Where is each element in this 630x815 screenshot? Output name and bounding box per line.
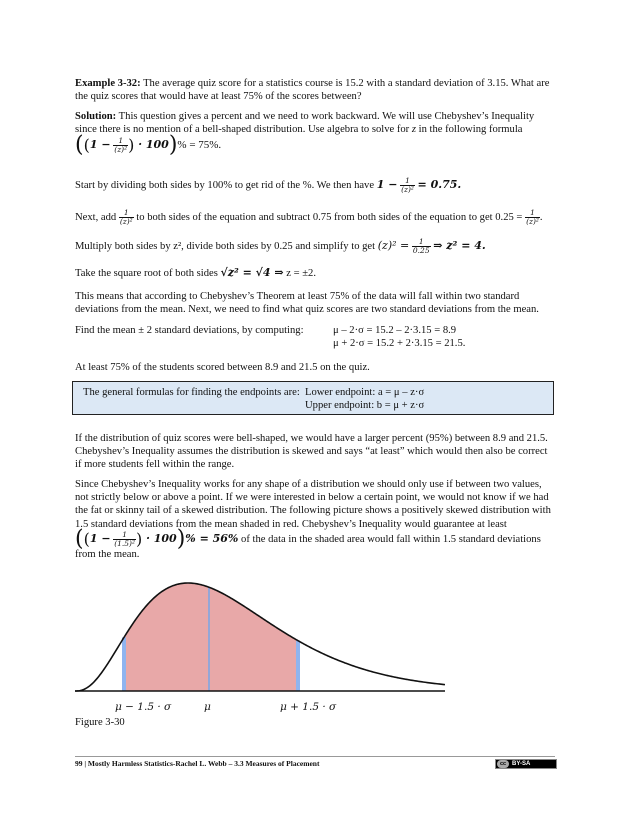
step-sqrt-result: √z² = √4 ⇒ bbox=[220, 266, 284, 279]
solution-text-after: in the following formula bbox=[415, 124, 523, 136]
example-label: Example 3-32: bbox=[75, 78, 141, 89]
label-upper-bound: μ + 1.5 · σ bbox=[280, 701, 337, 713]
lower-endpoint-formula: Lower endpoint: a = μ – z·σ bbox=[305, 387, 425, 398]
upper-bound-marker bbox=[296, 641, 300, 691]
label-lower-bound: μ − 1.5 · σ bbox=[115, 701, 172, 713]
step-add-text1: Next, add bbox=[75, 211, 119, 223]
skewed-distribution-figure bbox=[75, 575, 445, 700]
compute-label: Find the mean ± 2 standard deviations, by computing: bbox=[75, 325, 304, 336]
endpoint-formula-box bbox=[72, 381, 554, 415]
label-mean: μ bbox=[204, 701, 211, 713]
meaning-paragraph: This means that according to Chebyshev’s Theorem at least 75% of the data will fall within two standard deviations from the mean. Next, we need to find what quiz scores are two standard deviations from the mean. bbox=[75, 291, 539, 316]
cc-logo-icon: cc bbox=[497, 760, 509, 768]
step-multiply-text: Multiply both sides by z², divide both sides by 0.25 and simplify to get bbox=[75, 240, 378, 252]
step-add-paragraph: Next, add $\frac{1}{\text{(z)²}}$ to both sides of the equation and subtract 0.75 from both sides of the equation to get 0.25 = $\frac{1}{\text{(z)²}}$ . bbox=[75, 208, 543, 226]
example-paragraph bbox=[75, 77, 555, 103]
skewed-distribution-plot bbox=[75, 575, 445, 695]
step-divide-result: = 0.75. bbox=[417, 177, 462, 191]
solution-formula: ((1 − $\frac{1}{\text{(z)²}}$ ) · 100)% = 75%. bbox=[75, 132, 222, 158]
skew-formula-line: ((1 − $\frac{1}{\text{(1.5)²}}$ ) · 100)% = 56% of the data in the shaded area would fall within 1.5 standard deviations from the mean. bbox=[75, 526, 541, 560]
skew-paragraph: Since Chebyshev’s Inequality works for any shape of a distribution we should only use if between two values, not strictly below or above a point. If we were interested in below a certain point, we would not know if we had the fat or skinny tail of a skewed distribution. The following picture shows a positively skewed distribution with 1.5 standard deviations from the mean shaded in red. Chebyshev’s Inequality would guarantee at least bbox=[75, 479, 551, 530]
compute-line1: μ – 2·σ = 15.2 – 2·3.15 = 8.9 bbox=[333, 325, 457, 336]
figure-caption: Figure 3-30 bbox=[75, 717, 125, 728]
upper-endpoint-formula: Upper endpoint: b = μ + z·σ bbox=[305, 399, 425, 411]
footer-text: 99 | Mostly Harmless Statistics-Rachel L. Webb – 3.3 Measures of Placement bbox=[75, 759, 320, 768]
lower-bound-marker bbox=[122, 637, 126, 691]
solution-var: z bbox=[411, 124, 416, 136]
solution-formula-tail: % = 75%. bbox=[177, 139, 222, 152]
step-sqrt-tail: z = ±2. bbox=[283, 268, 316, 279]
cc-license-badge[interactable] bbox=[495, 759, 557, 769]
solution-paragraph bbox=[75, 110, 555, 136]
step-add-text2: to both sides of the equation and subtract 0.75 from both sides of the equation to get 0.25 = bbox=[133, 211, 526, 223]
solution-label: Solution: bbox=[75, 111, 117, 122]
step-divide-text: Start by dividing both sides by 100% to get rid of the %. We then have bbox=[75, 179, 377, 191]
conclusion-paragraph: At least 75% of the students scored between 8.9 and 21.5 on the quiz. bbox=[75, 362, 370, 373]
step-divide-paragraph: Start by dividing both sides by 100% to get rid of the %. We then have 1 − $\frac{1}{\text{(z)²}}$ = 0.75. bbox=[75, 176, 462, 194]
license-label: BY-SA bbox=[512, 761, 531, 767]
skew-formula-tail: % = 56% bbox=[185, 531, 239, 545]
shaded-region bbox=[124, 583, 298, 691]
endpoint-formula-label: The general formulas for finding the endpoints are: bbox=[83, 387, 300, 398]
skew-formula-text: of the data in the shaded area would fall within 1.5 standard deviations from the mean. bbox=[75, 533, 541, 560]
page-footer bbox=[75, 756, 555, 768]
solution-text: This question gives a percent and we need to work backward. We will use Chebyshev’s Inequality since there is no mention of a bell-shaped distribution. Use algebra to solve for bbox=[75, 111, 535, 136]
step-sqrt-paragraph bbox=[75, 266, 555, 280]
step-sqrt-text: Take the square root of both sides bbox=[75, 268, 221, 279]
step-multiply-result: ⇒ z² = 4. bbox=[433, 238, 486, 252]
compute-line2: μ + 2·σ = 15.2 + 2·3.15 = 21.5. bbox=[333, 338, 466, 349]
bell-shaped-paragraph: If the distribution of quiz scores were bell-shaped, we would have a larger percent (95%) between 8.9 and 21.5. Chebyshev’s Inequality assumes the distribution is skewed and says “at least” which would then also be correct if more students fell within the range. bbox=[75, 433, 548, 471]
example-text: The average quiz score for a statistics course is 15.2 with a standard deviation of 3.15. What are the quiz scores that would have at least 75% of the scores between? bbox=[75, 78, 550, 103]
step-multiply-paragraph: Multiply both sides by z², divide both sides by 0.25 and simplify to get (z)² = $\frac{1}{0.25}$ ⇒ z² = 4. bbox=[75, 237, 486, 255]
